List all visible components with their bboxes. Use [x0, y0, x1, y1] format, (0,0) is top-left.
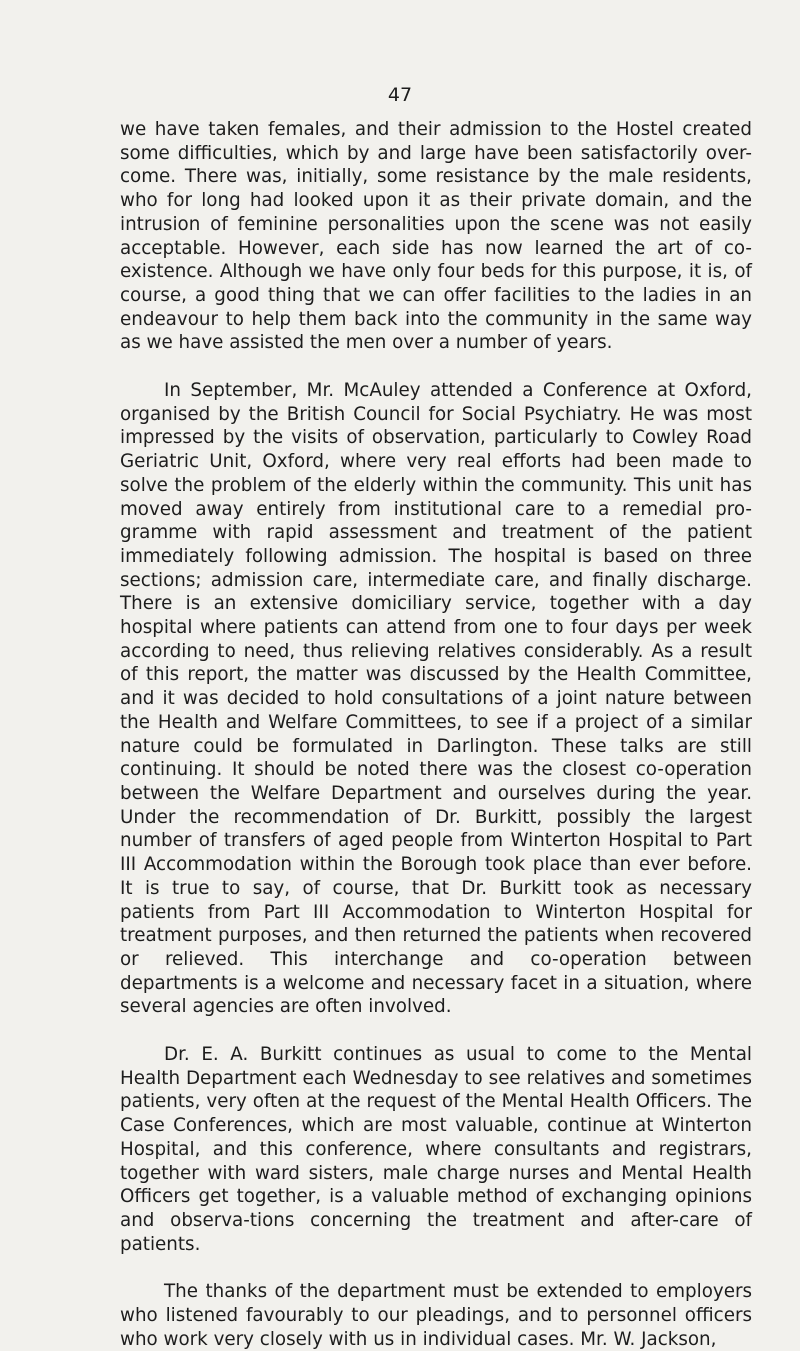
- document-body: [120, 118, 752, 1351]
- paragraph-dr-burkitt: Dr. E. A. Burkitt continues as usual to come to the Mental Health Department each Wednesday to see relatives and sometimes patients, very often at the request of the Mental Health Officers. The Case Conferences, which are most valuable, continue at Winterton Hospital, and this conference, where consultants and registrars, together with ward sisters, male charge nurses and Mental Health Officers get together, is a valuable method of exchanging opinions and observa-tions concerning the treatment and after-care of patients.: [120, 1044, 752, 1255]
- paragraph-oxford-conference: In September, Mr. McAuley attended a Conference at Oxford, organised by the British Council for Social Psychiatry. He was most impressed by the visits of observation, particularly to Cowley Road Geriatric Unit, Oxford, where very real efforts had been made to solve the problem of the elderly within the community. This unit has moved away entirely from institutional care to a remedial pro-gramme with rapid assessment and treatment of the patient immediately following admission. The hospital is based on three sections; admission care, intermediate care, and finally discharge. There is an extensive domiciliary service, together with a day hospital where patients can attend from one to four days per week according to need, thus relieving relatives considerably. As a result of this report, the matter was discussed by the Health Committee, and it was decided to hold consultations of a joint nature between the Health and Welfare Committees, to see if a project of a similar nature could be formulated in Darlington. These talks are still continuing. It should be noted there was the closest co-operation between the Welfare Department and ourselves during the year. Under the recommendation of Dr. Burkitt, possibly the largest number of transfers of aged people from Winterton Hospital to Part III Accommodation within the Borough took place than ever before. It is true to say, of course, that Dr. Burkitt took as necessary patients from Part III Accommodation to Winterton Hospital for treatment purposes, and then returned the patients when recovered or relieved. This interchange and co-operation between departments is a welcome and necessary facet in a situation, where several agencies are often involved.: [120, 380, 752, 1018]
- paragraph-thanks: The thanks of the department must be extended to employers who listened favourably to our pleadings, and to personnel officers who work very closely with us in individual cases. Mr. W. Jackson,: [120, 1281, 752, 1350]
- paragraph-hostel-females: we have taken females, and their admission to the Hostel created some difficulties, which by and large have been satisfactorily over-come. There was, initially, some resistance by the male residents, who for long had looked upon it as their private domain, and the intrusion of feminine personalities upon the scene was not easily acceptable. However, each side has now learned the art of co-existence. Although we have only four beds for this purpose, it is, of course, a good thing that we can offer facilities to the ladies in an endeavour to help them back into the community in the same way as we have assisted the men over a number of years.: [120, 119, 752, 354]
- page-number: 47: [387, 84, 413, 106]
